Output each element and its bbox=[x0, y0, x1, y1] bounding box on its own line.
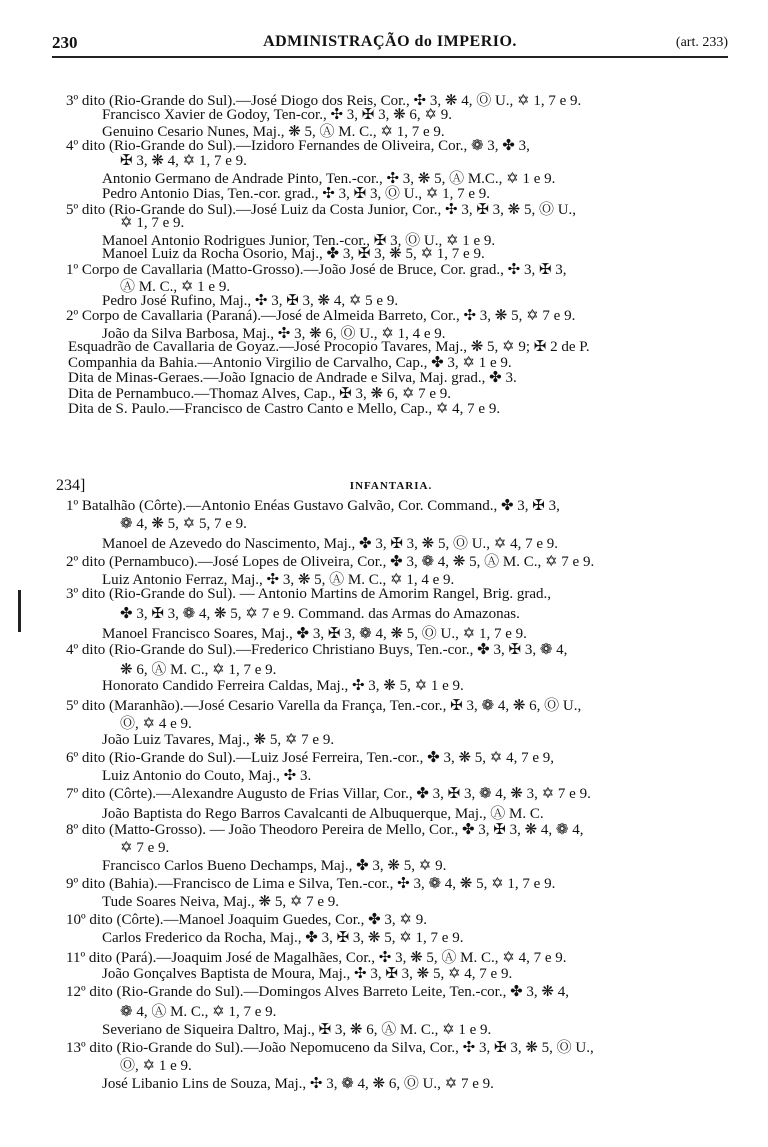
unit-entry-line: 7º dito (Côrte).—Alexandre Augusto de Frias Villar, Cor., ✤ 3, ✠ 3, ❁ 4, ❋ 3, ✡ 7 e 9. bbox=[66, 786, 591, 802]
unit-entry-line: 12º dito (Rio-Grande do Sul).—Domingos Alves Barreto Leite, Ten.-cor., ✤ 3, ❋ 4, bbox=[66, 984, 569, 1000]
unit-entry-line: Companhia da Bahia.—Antonio Virgilio de Carvalho, Cap., ✤ 3, ✡ 1 e 9. bbox=[68, 354, 512, 371]
unit-entry-line: 3º dito (Rio-Grande do Sul). — Antonio Martins de Amorim Rangel, Brig. grad., bbox=[66, 586, 552, 602]
entry-continuation-line: ✠ 3, ❋ 4, ✡ 1, 7 e 9. bbox=[120, 153, 247, 169]
page-number: 230 bbox=[52, 33, 78, 52]
unit-entry-line: 8º dito (Matto-Grosso). — João Theodoro Pereira de Mello, Cor., ✤ 3, ✠ 3, ❋ 4, ❁ 4, bbox=[66, 822, 584, 838]
officer-line: Manoel Luiz da Rocha Osorio, Maj., ✤ 3, ✠ 3, ❋ 5, ✡ 1, 7 e 9. bbox=[102, 246, 485, 262]
unit-entry-line: Dita de S. Paulo.—Francisco de Castro Canto e Mello, Cap., ✡ 4, 7 e 9. bbox=[68, 401, 501, 417]
scan-margin-mark bbox=[18, 590, 21, 632]
unit-entry-line: 11º dito (Pará).—Joaquim José de Magalhães, Cor., ✣ 3, ❋ 5, Ⓐ M. C., ✡ 4, 7 e 9. bbox=[66, 950, 567, 966]
officer-line: Manoel de Azevedo do Nascimento, Maj., ✤ 3, ✠ 3, ❋ 5, Ⓞ U., ✡ 4, 7 e 9. bbox=[102, 536, 559, 552]
entry-continuation-line: Ⓞ, ✡ 1 e 9. bbox=[120, 1058, 192, 1074]
unit-entry-line: 2º Corpo de Cavallaria (Paraná).—José de Almeida Barreto, Cor., ✣ 3, ❋ 5, ✡ 7 e 9. bbox=[66, 308, 576, 324]
officer-line: Severiano de Siqueira Daltro, Maj., ✠ 3, ❋ 6, Ⓐ M. C., ✡ 1 e 9. bbox=[102, 1022, 492, 1038]
officer-line: Luiz Antonio Ferraz, Maj., ✣ 3, ❋ 5, Ⓐ M. C., ✡ 1, 4 e 9. bbox=[102, 572, 455, 588]
officer-line: Pedro José Rufino, Maj., ✣ 3, ✠ 3, ❋ 4, ✡ 5 e 9. bbox=[102, 292, 399, 309]
officer-line: Antonio Germano de Andrade Pinto, Ten.-cor., ✣ 3, ❋ 5, Ⓐ M.C., ✡ 1 e 9. bbox=[102, 170, 556, 187]
unit-entry-line: Dita de Pernambuco.—Thomaz Alves, Cap., ✠ 3, ❋ 6, ✡ 7 e 9. bbox=[68, 385, 452, 402]
entry-continuation-line: Ⓐ M. C., ✡ 1 e 9. bbox=[120, 279, 231, 295]
unit-entry-line: 4º dito (Rio-Grande do Sul).—Frederico Christiano Buys, Ten.-cor., ✤ 3, ✠ 3, ❁ 4, bbox=[66, 642, 568, 658]
entry-continuation-line: ✡ 1, 7 e 9. bbox=[120, 215, 185, 231]
section-heading-infantaria bbox=[56, 477, 726, 497]
unit-entry-line: 5º dito (Maranhão).—José Cesario Varella da França, Ten.-cor., ✠ 3, ❁ 4, ❋ 6, Ⓞ U., bbox=[66, 698, 582, 714]
officer-line: Genuino Cesario Nunes, Maj., ❋ 5, Ⓐ M. C., ✡ 1, 7 e 9. bbox=[102, 124, 445, 140]
article-reference: (art. 233) bbox=[675, 35, 728, 50]
officer-line: Manoel Francisco Soares, Maj., ✤ 3, ✠ 3, ❁ 4, ❋ 5, Ⓞ U., ✡ 1, 7 e 9. bbox=[102, 626, 527, 642]
officer-line: Luiz Antonio do Couto, Maj., ✣ 3. bbox=[102, 768, 312, 784]
officer-line: João Gonçalves Baptista de Moura, Maj., ✣ 3, ✠ 3, ❋ 5, ✡ 4, 7 e 9. bbox=[102, 966, 513, 982]
entry-continuation-line: ❁ 4, ❋ 5, ✡ 5, 7 e 9. bbox=[120, 516, 247, 532]
officer-line: Honorato Candido Ferreira Caldas, Maj., ✣ 3, ❋ 5, ✡ 1 e 9. bbox=[102, 678, 464, 694]
officer-line: Manoel Antonio Rodrigues Junior, Ten.-cor., ✠ 3, Ⓞ U., ✡ 1 e 9. bbox=[102, 232, 496, 249]
unit-entry-line: 2º dito (Pernambuco).—José Lopes de Oliveira, Cor., ✤ 3, ❁ 4, ❋ 5, Ⓐ M. C., ✡ 7 e 9. bbox=[66, 554, 595, 570]
entry-continuation-line: Ⓞ, ✡ 4 e 9. bbox=[120, 716, 192, 732]
entry-continuation-line: ✡ 7 e 9. bbox=[120, 840, 170, 856]
section-title: INFANTARIA. bbox=[349, 480, 433, 492]
officer-line: José Libanio Lins de Souza, Maj., ✣ 3, ❁ 4, ❋ 6, Ⓞ U., ✡ 7 e 9. bbox=[102, 1076, 494, 1092]
officer-line: Pedro Antonio Dias, Ten.-cor. grad., ✣ 3, ✠ 3, Ⓞ U., ✡ 1, 7 e 9. bbox=[102, 186, 491, 202]
page-header bbox=[52, 33, 728, 55]
section-number: 234] bbox=[56, 477, 86, 494]
officer-line: João Baptista do Rego Barros Cavalcanti de Albuquerque, Maj., Ⓐ M. C. bbox=[102, 806, 544, 822]
page-title: ADMINISTRAÇÃO do IMPERIO. bbox=[263, 33, 517, 50]
unit-entry-line: Dita de Minas-Geraes.—João Ignacio de Andrade e Silva, Maj. grad., ✤ 3. bbox=[68, 370, 517, 386]
unit-entry-line: 13º dito (Rio-Grande do Sul).—João Nepomuceno da Silva, Cor., ✣ 3, ✠ 3, ❋ 5, Ⓞ U., bbox=[66, 1040, 594, 1056]
entry-continuation-line: ❁ 4, Ⓐ M. C., ✡ 1, 7 e 9. bbox=[120, 1004, 277, 1020]
entry-continuation-line: ✤ 3, ✠ 3, ❁ 4, ❋ 5, ✡ 7 e 9. Command. das Armas do Amazonas. bbox=[120, 606, 520, 622]
officer-line: Francisco Carlos Bueno Dechamps, Maj., ✤ 3, ❋ 5, ✡ 9. bbox=[102, 858, 447, 874]
officer-line: Tude Soares Neiva, Maj., ❋ 5, ✡ 7 e 9. bbox=[102, 894, 340, 910]
entry-continuation-line: ❋ 6, Ⓐ M. C., ✡ 1, 7 e 9. bbox=[120, 662, 277, 678]
officer-line: Carlos Frederico da Rocha, Maj., ✤ 3, ✠ 3, ❋ 5, ✡ 1, 7 e 9. bbox=[102, 930, 464, 946]
unit-entry-line: 1º Batalhão (Côrte).—Antonio Enéas Gustavo Galvão, Cor. Command., ✤ 3, ✠ 3, bbox=[66, 498, 560, 514]
unit-entry-line: Esquadrão de Cavallaria de Goyaz.—José Procopio Tavares, Maj., ❋ 5, ✡ 9; ✠ 2 de P. bbox=[68, 339, 590, 355]
unit-entry-line: 9º dito (Bahia).—Francisco de Lima e Silva, Ten.-cor., ✣ 3, ❁ 4, ❋ 5, ✡ 1, 7 e 9. bbox=[66, 876, 556, 892]
officer-line: João Luiz Tavares, Maj., ❋ 5, ✡ 7 e 9. bbox=[102, 732, 335, 748]
unit-entry-line: 1º Corpo de Cavallaria (Matto-Grosso).—João José de Bruce, Cor. grad., ✣ 3, ✠ 3, bbox=[66, 261, 567, 278]
officer-line: Francisco Xavier de Godoy, Ten-cor., ✣ 3, ✠ 3, ❋ 6, ✡ 9. bbox=[102, 106, 452, 123]
unit-entry-line: 3º dito (Rio-Grande do Sul).—José Diogo dos Reis, Cor., ✣ 3, ❋ 4, Ⓞ U., ✡ 1, 7 e 9. bbox=[66, 93, 582, 109]
officer-line: João da Silva Barbosa, Maj., ✣ 3, ❋ 6, Ⓞ U., ✡ 1, 4 e 9. bbox=[102, 325, 446, 342]
header-rule bbox=[52, 56, 728, 58]
unit-entry-line: 10º dito (Côrte).—Manoel Joaquim Guedes, Cor., ✤ 3, ✡ 9. bbox=[66, 912, 427, 928]
unit-entry-line: 6º dito (Rio-Grande do Sul).—Luiz José Ferreira, Ten.-cor., ✤ 3, ❋ 5, ✡ 4, 7 e 9, bbox=[66, 750, 555, 766]
unit-entry-line: 4º dito (Rio-Grande do Sul).—Izidoro Fernandes de Oliveira, Cor., ❁ 3, ✤ 3, bbox=[66, 137, 530, 154]
unit-entry-line: 5º dito (Rio-Grande do Sul).—José Luiz da Costa Junior, Cor., ✣ 3, ✠ 3, ❋ 5, Ⓞ U., bbox=[66, 201, 577, 218]
